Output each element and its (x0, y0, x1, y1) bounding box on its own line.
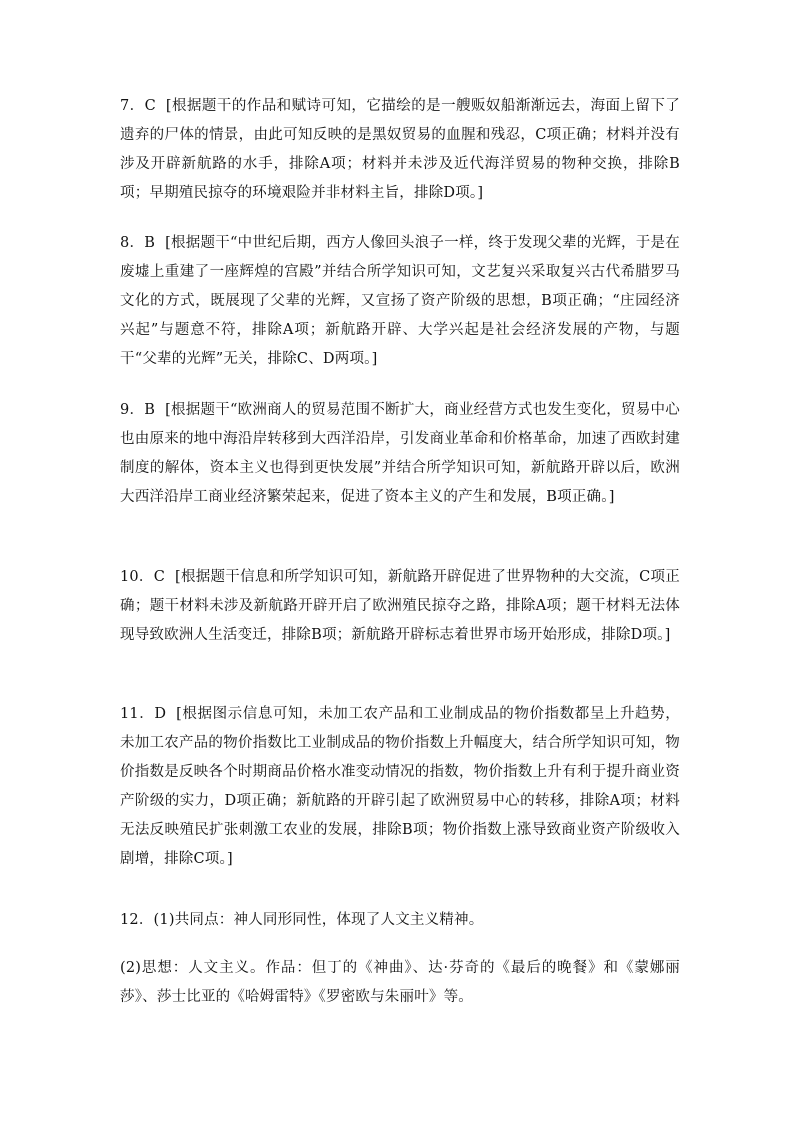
answer-10-number: 10．C (120, 569, 166, 585)
answer-7-text: [根据题干的作品和赋诗可知，它描绘的是一艘贩奴船渐渐远去，海面上留下了遗弃的尸体的情景，由此可知反映的是黑奴贸易的血腥和残忍，C项正确；材料并没有涉及开辟新航路的水手，排除A项；材料并未涉及近代海洋贸易的物种交换，排除B项；早期殖民掠夺的环境艰险并非材料主旨，排除D项。] (120, 98, 681, 201)
answer-7 (120, 92, 680, 208)
answer-11 (120, 700, 680, 874)
answer-8 (120, 229, 680, 374)
answer-9 (120, 396, 680, 512)
answer-10 (120, 563, 680, 650)
answer-10-text: [根据题干信息和所学知识可知，新航路开辟促进了世界物种的大交流，C项正确；题干材料未涉及新航路开辟开启了欧洲殖民掠夺之路，排除A项；题干材料无法体现导致欧洲人生活变迁，排除B项；新航路开辟标志着世界市场开始形成，排除D项。] (120, 569, 680, 643)
answer-7-number: 7．C (120, 98, 156, 114)
answer-12-part-1: 12．(1)共同点：神人同形同性，体现了人文主义精神。 (120, 912, 484, 928)
answer-9-text: [根据题干“欧洲商人的贸易范围不断扩大，商业经营方式也发生变化，贸易中心也由原来的地中海沿岸转移到大西洋沿岸，引发商业革命和价格革命，加速了西欧封建制度的解体，资本主义也得到更快发展”并结合所学知识可知，新航路开辟以后，欧洲大西洋沿岸工商业经济繁荣起来，促进了资本主义的产生和发展，B项正确。] (120, 402, 680, 505)
answer-8-text: [根据题干“中世纪后期，西方人像回头浪子一样，终于发现父辈的光辉，于是在废墟上重建了一座辉煌的宫殿”并结合所学知识可知，文艺复兴采取复兴古代希腊罗马文化的方式，既展现了父辈的光辉，又宣扬了资产阶级的思想，B项正确；“庄园经济兴起”与题意不符，排除A项；新航路开辟、大学兴起是社会经济发展的产物，与题干“父辈的光辉”无关，排除C、D两项。] (120, 235, 680, 367)
answer-12-part-2: (2)思想：人文主义。作品：但丁的《神曲》、达·芬奇的《最后的晚餐》和《蒙娜丽莎》、莎士比亚的《哈姆雷特》《罗密欧与朱丽叶》等。 (120, 960, 680, 1005)
answer-9-number: 9．B (120, 402, 156, 418)
answer-8-number: 8．B (120, 235, 156, 251)
answer-11-text: [根据图示信息可知，未加工农产品和工业制成品的物价指数都呈上升趋势，未加工农产品的物价指数比工业制成品的物价指数上升幅度大，结合所学知识可知，物价指数是反映各个时期商品价格水准变动情况的指数，物价指数上升有利于提升商业资产阶级的实力，D项正确；新航路的开辟引起了欧洲贸易中心的转移，排除A项；材料无法反映殖民扩张刺激工农业的发展，排除B项；物价指数上涨导致商业资产阶级收入剧增，排除C项。] (120, 706, 680, 867)
answer-11-number: 11．D (120, 706, 167, 722)
